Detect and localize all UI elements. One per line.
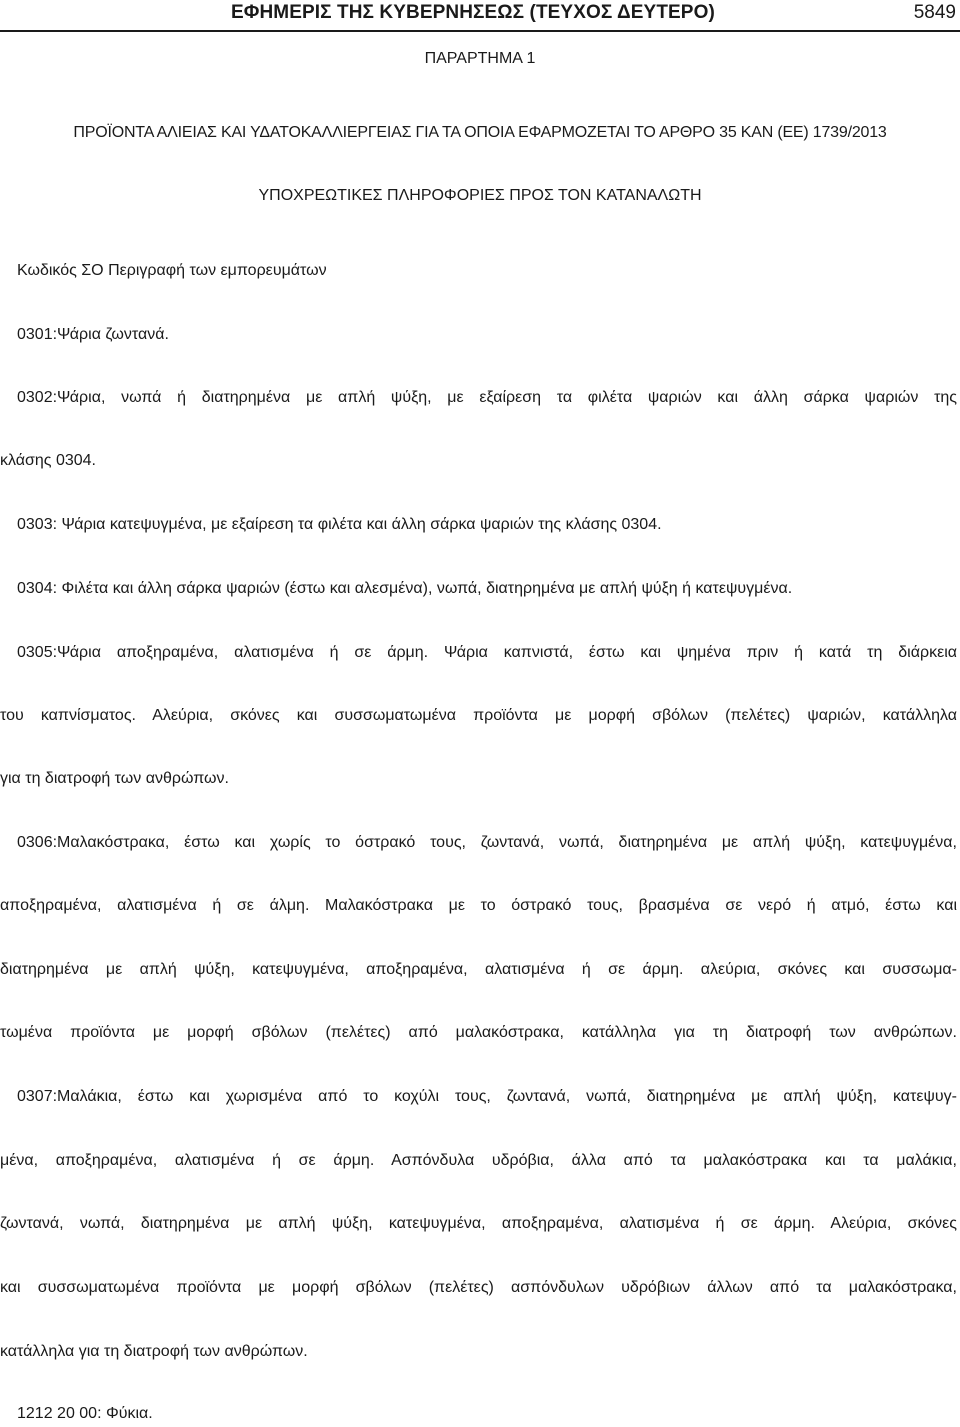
text-line: 0305:Ψάρια αποξηραμένα, αλατισμένα ή σε άρμη. Ψάρια καπνιστά, έστω και ψημένα πριν ή κατά τη διάρκεια <box>17 644 957 661</box>
text-line: και συσσωματωμένα προϊόντα με μορφή σβόλων (πελέτες) ασπόνδυλων υδρόβιων άλλων από τα μαλακόστρακα, <box>0 1279 957 1296</box>
document-title: ΠΡΟΪΟΝΤΑ ΑΛΙΕΙΑΣ ΚΑΙ ΥΔΑΤΟΚΑΛΛΙΕΡΓΕΙΑΣ ΓΙΑ ΤΑ ΟΠΟΙΑ ΕΦΑΡΜΟΖΕΤΑΙ ΤΟ ΑΡΘΡΟ 35 ΚΑΝ (ΕΕ) 1739/2013 <box>73 124 887 141</box>
text-line: 0302:Ψάρια, νωπά ή διατηρημένα με απλή ψύξη, με εξαίρεση τα φιλέτα ψαριών και άλλη σάρκα ψαριών της <box>17 389 957 406</box>
page-header <box>0 0 960 32</box>
text-line: αποξηραμένα, αλατισμένα ή σε άλμη. Μαλακόστρακα με το όστρακό τους, βρασμένα σε νερό ή ατμό, έστω και <box>0 897 957 914</box>
gazette-title: ΕΦΗΜΕΡΙΣ ΤΗΣ ΚΥΒΕΡΝΗΣΕΩΣ (ΤΕΥΧΟΣ ΔΕΥΤΕΡΟ) <box>231 2 715 23</box>
text-line: 0304: Φιλέτα και άλλη σάρκα ψαριών (έστω και αλεσμένα), νωπά, διατηρημένα με απλή ψύξη ή κατεψυγμένα. <box>17 580 793 597</box>
text-line: 1212 20 00: Φύκια. <box>17 1405 153 1422</box>
text-line: κατάλληλα για τη διατροφή των ανθρώπων. <box>0 1343 308 1360</box>
text-line: 0307:Μαλάκια, έστω και χωρισμένα από το κοχύλι τους, ζωντανά, νωπά, διατηρημένα με απλή ψύξη, κατεψυγ- <box>17 1088 957 1105</box>
text-line: του καπνίσματος. Αλεύρια, σκόνες και συσσωματωμένα προϊόντα με μορφή σβόλων (πελέτες) ψαριών, κατάλληλα <box>0 707 957 724</box>
text-line: 0303: Ψάρια κατεψυγμένα, με εξαίρεση τα φιλέτα και άλλη σάρκα ψαριών της κλάσης 0304. <box>17 516 662 533</box>
text-line: μένα, αποξηραμένα, αλατισμένα ή σε άρμη. Ασπόνδυλα υδρόβια, άλλα από τα μαλακόστρακα και τα μαλάκια, <box>0 1152 957 1169</box>
text-line: τωμένα προϊόντα με μορφή σβόλων (πελέτες) από μαλακόστρακα, κατάλληλα για τη διατροφή των ανθρώπων. <box>0 1024 957 1041</box>
column-header: Κωδικός ΣΟ Περιγραφή των εμπορευμάτων <box>17 262 327 279</box>
text-line: διατηρημένα με απλή ψύξη, κατεψυγμένα, αποξηραμένα, αλατισμένα ή σε άρμη. αλεύρια, σκόνες και συσσωμα- <box>0 961 957 978</box>
text-line: 0306:Μαλακόστρακα, έστω και χωρίς το όστρακό τους, ζωντανά, νωπά, διατηρημένα με απλή ψύξη, κατεψυγμένα, <box>17 834 957 851</box>
section-title: ΥΠΟΧΡΕΩΤΙΚΕΣ ΠΛΗΡΟΦΟΡΙΕΣ ΠΡΟΣ ΤΟΝ ΚΑΤΑΝΑΛΩΤΗ <box>258 187 702 204</box>
header-divider <box>0 30 960 32</box>
text-line: για τη διατροφή των ανθρώπων. <box>0 770 229 787</box>
text-line: ζωντανά, νωπά, διατηρημένα με απλή ψύξη, κατεψυγμένα, αποξηραμένα, αλατισμένα ή σε άρμη. Αλεύρια, σκόνες <box>0 1215 957 1232</box>
page-number: 5849 <box>913 2 956 23</box>
text-line: 0301:Ψάρια ζωντανά. <box>17 326 169 343</box>
text-line: κλάσης 0304. <box>0 452 96 469</box>
annex-title: ΠΑΡΑΡΤΗΜΑ 1 <box>424 50 536 67</box>
